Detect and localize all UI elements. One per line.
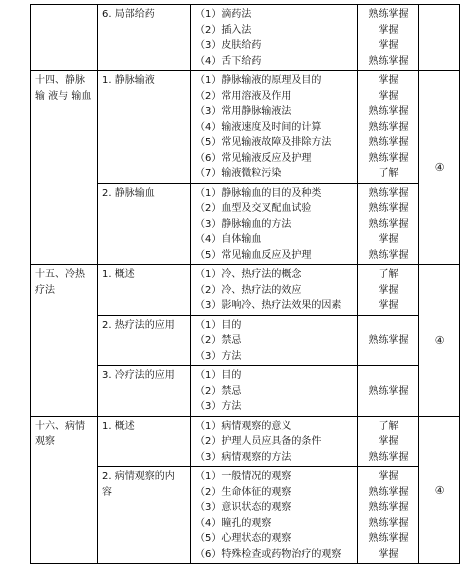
- level-item: 掌握: [378, 24, 399, 36]
- level-item: 熟练掌握: [368, 152, 409, 164]
- reference-cell: [419, 5, 460, 71]
- reference-cell: ④: [419, 265, 460, 417]
- level-item: 熟练掌握: [368, 55, 409, 67]
- table-row: [31, 265, 460, 316]
- content-item: （2）常用溶液及作用: [195, 90, 292, 102]
- unit-cell: 十六、病情 观察: [31, 416, 98, 564]
- content-cell: [191, 71, 358, 184]
- level-item: 熟练掌握: [368, 486, 409, 498]
- topic-cell: 1. 概述: [98, 265, 191, 316]
- content-item: （3）方法: [195, 401, 242, 412]
- content-item: （1）滴药法: [195, 9, 252, 20]
- content-cell: [191, 265, 358, 316]
- level-cell: [358, 5, 419, 71]
- table-row: [31, 5, 460, 71]
- level-item: 熟练掌握: [368, 9, 409, 20]
- content-item: （3）影响冷、热疗法效果的因素: [195, 300, 342, 311]
- content-item: （3）意识状态的观察: [195, 502, 292, 513]
- level-item: 熟练掌握: [368, 451, 409, 463]
- content-cell: [191, 315, 358, 366]
- content-item: （1）一般情况的观察: [195, 471, 292, 482]
- table-row: [31, 71, 460, 184]
- content-item: （1）目的: [195, 370, 242, 381]
- level-item: 掌握: [378, 471, 399, 482]
- content-item: （3）静脉输血的方法: [195, 218, 292, 230]
- content-item: （2）禁忌: [195, 385, 242, 397]
- level-item: 熟练掌握: [368, 517, 409, 529]
- topic-cell: 6. 局部给药: [98, 5, 191, 71]
- level-item: 熟练掌握: [368, 502, 409, 513]
- level-item: 熟练掌握: [368, 187, 409, 199]
- content-item: （2）护理人员应具备的条件: [195, 436, 322, 447]
- content-item: （6）特殊检查或药物治疗的观察: [195, 548, 342, 560]
- reference-cell: ④: [419, 416, 460, 564]
- table-row: [31, 416, 460, 467]
- content-item: （4）输液速度及时间的计算: [195, 121, 322, 133]
- level-cell: [358, 467, 419, 564]
- level-item: 掌握: [378, 234, 399, 245]
- level-item: 了解: [378, 420, 399, 432]
- content-item: （2）冷、热疗法的效应: [195, 284, 302, 296]
- content-item: （1）目的: [195, 319, 242, 331]
- level-cell: 熟练掌握: [358, 315, 419, 366]
- content-item: （4）瞳孔的观察: [195, 517, 272, 529]
- content-item: （5）心理状态的观察: [195, 533, 292, 544]
- content-item: （3）病情观察的方法: [195, 451, 292, 463]
- content-item: （2）血型及交叉配血试验: [195, 203, 312, 214]
- level-item: 掌握: [378, 75, 399, 86]
- level-item: 熟练掌握: [368, 137, 409, 148]
- content-item: （1）静脉输血的目的及种类: [195, 187, 322, 199]
- level-cell: [358, 265, 419, 316]
- level-item: 熟练掌握: [368, 203, 409, 214]
- content-item: （5）常见输液故障及排除方法: [195, 137, 332, 148]
- content-item: （2）禁忌: [195, 335, 242, 346]
- level-item: 掌握: [378, 548, 399, 560]
- level-item: 熟练掌握: [368, 121, 409, 133]
- content-item: （5）常见输血反应及护理: [195, 249, 312, 261]
- topic-cell: 2. 热疗法的应用: [98, 315, 191, 366]
- content-cell: [191, 416, 358, 467]
- content-item: （3）常用静脉输液法: [195, 106, 292, 117]
- content-item: （3）方法: [195, 350, 242, 362]
- level-item: 了解: [378, 168, 399, 179]
- level-item: 掌握: [378, 284, 399, 296]
- content-cell: [191, 467, 358, 564]
- level-item: 掌握: [378, 300, 399, 311]
- content-item: （2）插入法: [195, 24, 252, 36]
- topic-cell: 1. 概述: [98, 416, 191, 467]
- topic-cell: 2. 静脉输血: [98, 183, 191, 265]
- topic-cell: 2. 病情观察的内 容: [98, 467, 191, 564]
- level-item: 熟练掌握: [368, 249, 409, 261]
- level-item: 熟练掌握: [368, 106, 409, 117]
- unit-cell: 十四、静脉输 液与 输血: [31, 71, 98, 265]
- level-item: 掌握: [378, 436, 399, 447]
- content-item: （3）皮肤给药: [195, 40, 262, 51]
- reference-cell: ④: [419, 71, 460, 265]
- content-item: （4）自体输血: [195, 234, 262, 245]
- content-item: （7）输液微粒污染: [195, 168, 282, 179]
- level-cell: [358, 416, 419, 467]
- content-cell: [191, 183, 358, 265]
- topic-cell: 1. 静脉输液: [98, 71, 191, 184]
- content-cell: [191, 5, 358, 71]
- content-item: （1）病情观察的意义: [195, 420, 292, 432]
- level-item: 掌握: [378, 40, 399, 51]
- level-item: 了解: [378, 269, 399, 280]
- unit-cell: 十五、冷热 疗法: [31, 265, 98, 417]
- level-cell: [358, 71, 419, 184]
- content-item: （4）舌下给药: [195, 55, 262, 67]
- content-item: （1）静脉输液的原理及目的: [195, 75, 322, 86]
- level-item: 掌握: [378, 90, 399, 102]
- content-item: （2）生命体征的观察: [195, 486, 292, 498]
- syllabus-table: [30, 4, 460, 564]
- topic-cell: 3. 冷疗法的应用: [98, 366, 191, 417]
- syllabus-table-container: [30, 4, 459, 564]
- level-item: 熟练掌握: [368, 533, 409, 544]
- unit-cell: [31, 5, 98, 71]
- level-cell: [358, 183, 419, 265]
- content-cell: [191, 366, 358, 417]
- level-cell: 熟练掌握: [358, 366, 419, 417]
- content-item: （6）常见输液反应及护理: [195, 152, 312, 164]
- content-item: （1）冷、热疗法的概念: [195, 269, 302, 280]
- level-item: 熟练掌握: [368, 218, 409, 230]
